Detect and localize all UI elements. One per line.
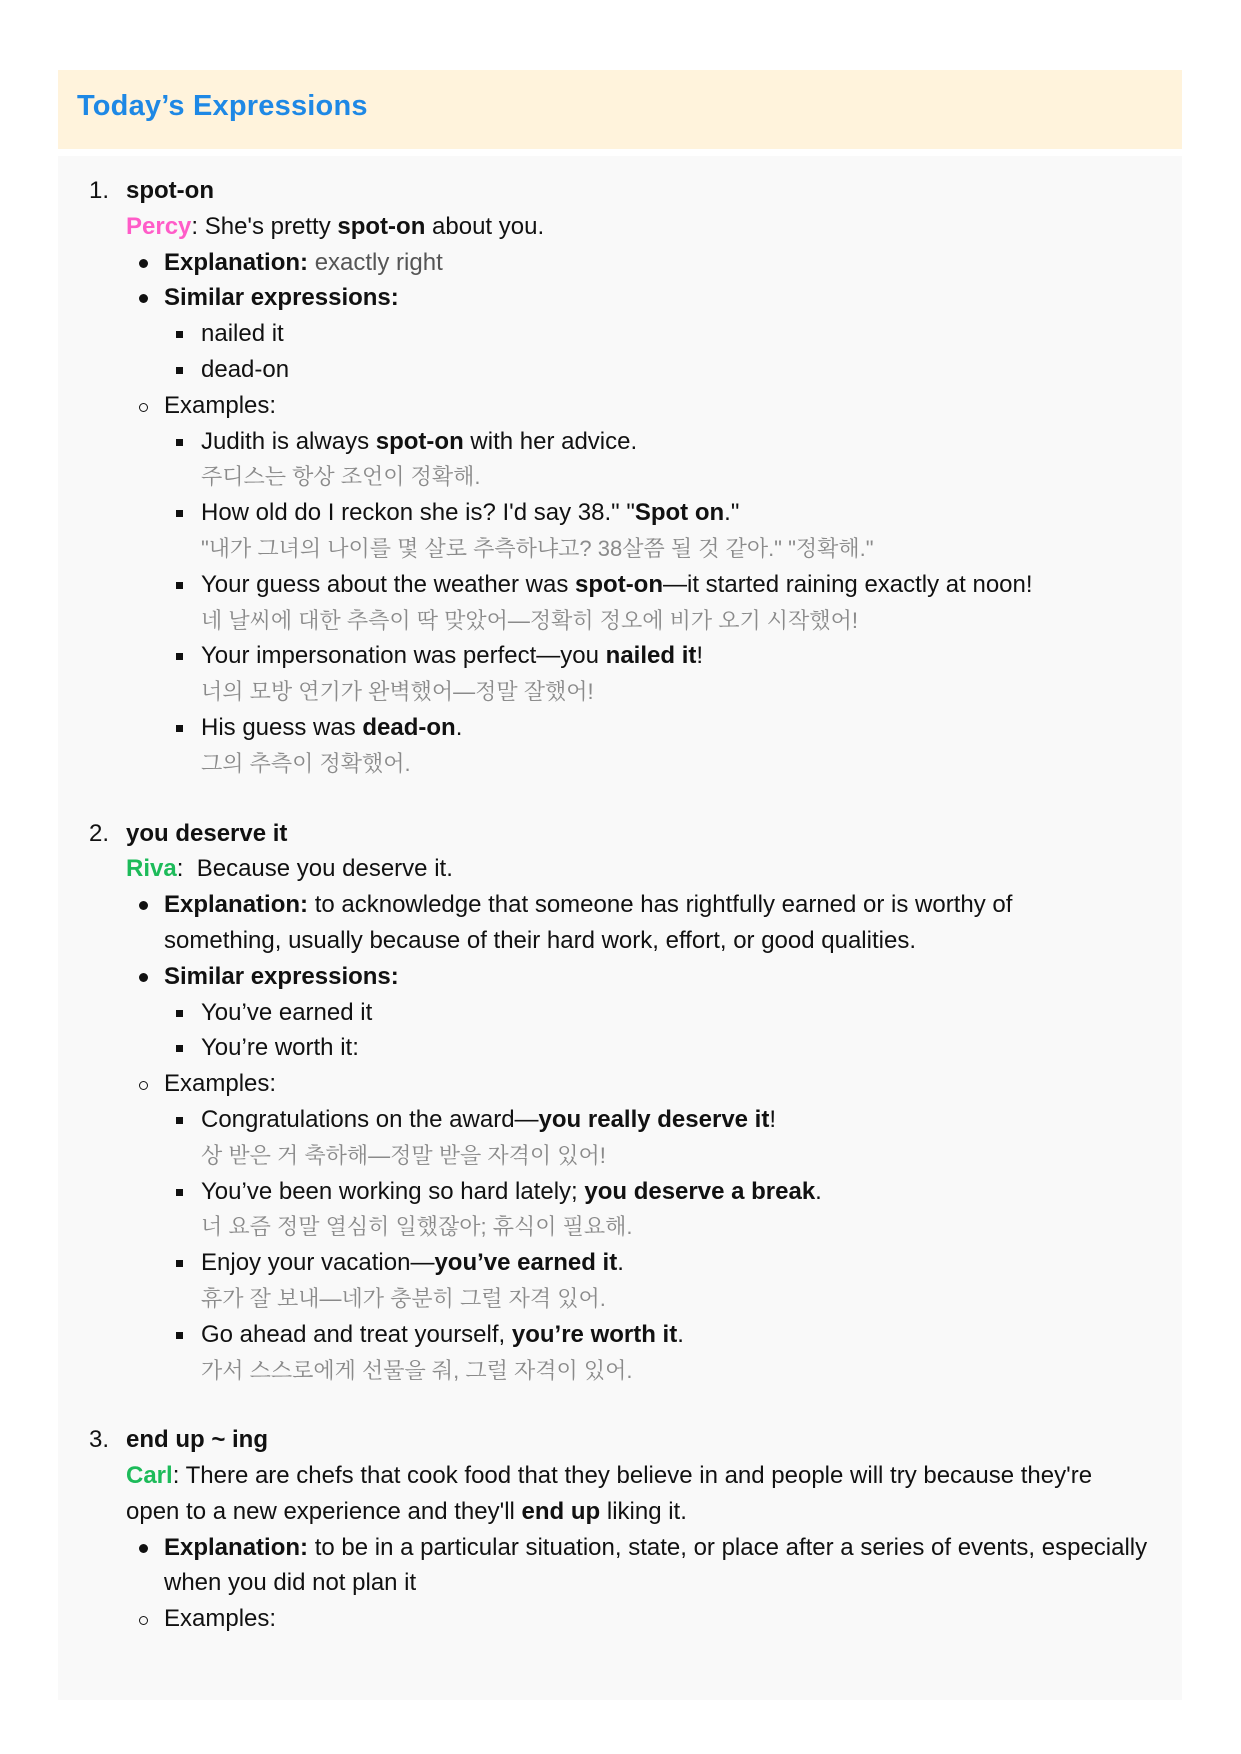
dialogue-line — [58, 851, 1182, 887]
example-text: Go ahead and treat yourself, — [201, 1320, 512, 1348]
example-highlight: dead-on — [362, 713, 456, 741]
example — [58, 1174, 1182, 1210]
circle-bullet-icon — [139, 1081, 148, 1090]
example — [58, 1245, 1182, 1281]
examples-label — [58, 1601, 1182, 1637]
similar-expressions — [58, 280, 1182, 316]
square-bullet-icon — [176, 653, 183, 660]
example — [58, 567, 1182, 603]
example-text: His guess was — [201, 713, 363, 741]
example-text: . — [455, 713, 463, 741]
example-text: . — [815, 1177, 822, 1205]
example-text: Judith is always — [201, 427, 376, 455]
example — [58, 424, 1182, 460]
explanation-text: to be in a particular situation, state, or place after a series of events, especially when you did not plan it — [164, 1533, 1148, 1597]
dialogue-line — [58, 209, 1182, 245]
speaker-name: Percy — [126, 212, 192, 240]
expression-text: spot-on — [126, 177, 214, 204]
quote-highlight: end up — [521, 1497, 601, 1525]
explanation — [58, 245, 1182, 281]
spacer — [58, 782, 1182, 816]
square-bullet-icon — [176, 510, 183, 517]
example-translation: "내가 그녀의 나이를 몇 살로 추측하냐고? 38살쯤 될 것 같아." "정확해." — [201, 535, 874, 561]
example-translation: 휴가 잘 보내—네가 충분히 그럴 자격 있어. — [201, 1285, 606, 1311]
example-text: . — [617, 1249, 624, 1277]
square-bullet-icon — [176, 1332, 183, 1339]
circle-bullet-icon — [139, 403, 148, 412]
similar-item — [58, 995, 1182, 1031]
bullet-icon — [139, 294, 148, 303]
similar-item — [58, 1030, 1182, 1066]
square-bullet-icon — [176, 1260, 183, 1267]
quote-text: liking it. — [600, 1497, 687, 1525]
example-highlight: you’ve earned it — [434, 1249, 618, 1277]
quote-highlight: spot-on — [337, 212, 426, 240]
explanation-text: exactly right — [314, 248, 443, 276]
example-text: —it started raining exactly at noon! — [663, 570, 1033, 598]
quote-text: : She's pretty — [191, 212, 338, 240]
examples-label-text: Examples: — [164, 391, 277, 419]
example-translation: 주디스는 항상 조언이 정확해. — [201, 464, 481, 490]
similar-text: You’re worth it: — [201, 1034, 359, 1062]
expression-title — [58, 1422, 1182, 1458]
example-text: Enjoy your vacation— — [201, 1249, 435, 1277]
similar-item — [58, 352, 1182, 388]
example — [58, 1102, 1182, 1138]
square-bullet-icon — [176, 582, 183, 589]
examples-label — [58, 1066, 1182, 1102]
examples-label — [58, 388, 1182, 424]
example-translation: 너의 모방 연기가 완벽했어—정말 잘했어! — [201, 679, 594, 705]
example — [58, 638, 1182, 674]
square-bullet-icon — [176, 331, 183, 338]
example-text: ! — [769, 1105, 777, 1133]
quote-text: about you. — [425, 212, 545, 240]
section-title: Today’s Expressions — [77, 90, 368, 122]
square-bullet-icon — [176, 439, 183, 446]
item-number: 1. — [89, 177, 110, 204]
example-highlight: you deserve a break — [584, 1177, 816, 1205]
dialogue-line — [58, 1458, 1182, 1530]
explanation-label: Explanation: — [164, 1533, 309, 1561]
explanation — [58, 1530, 1182, 1602]
example-translation: 상 받은 거 축하해—정말 받을 자격이 있어! — [201, 1142, 606, 1168]
similar-text: nailed it — [201, 320, 284, 348]
speaker-name: Riva — [126, 855, 177, 883]
example — [58, 495, 1182, 531]
similar-label: Similar expressions: — [164, 284, 399, 312]
expressions-list — [58, 156, 1182, 1700]
bullet-icon — [139, 1544, 148, 1553]
example-text: Your impersonation was perfect—you — [201, 642, 606, 670]
section-header — [58, 70, 1182, 149]
explanation-label: Explanation: — [164, 248, 309, 276]
item-number: 2. — [89, 819, 110, 847]
square-bullet-icon — [176, 1010, 183, 1017]
similar-expressions — [58, 959, 1182, 995]
example-highlight: spot-on — [575, 570, 664, 598]
expression-text: you deserve it — [126, 819, 288, 847]
example-text: Your guess about the weather was — [201, 570, 576, 598]
square-bullet-icon — [176, 1045, 183, 1052]
example-translation: 그의 추측이 정확했어. — [201, 750, 411, 776]
item-number: 3. — [89, 1426, 110, 1454]
similar-item — [58, 316, 1182, 352]
example-text: How old do I reckon she is? I'd say 38." " — [201, 499, 635, 527]
quote-text: : There are chefs that cook food that they believe in and people will try because they're open to a new experience and they'll — [126, 1462, 1093, 1525]
explanation-text: to acknowledge that someone has rightfully earned or is worthy of something, usually because of their hard work, effort, or good qualities. — [164, 891, 1013, 954]
example-highlight: you really deserve it — [538, 1105, 770, 1133]
bullet-icon — [139, 901, 148, 910]
speaker-name: Carl — [126, 1462, 173, 1490]
bullet-icon — [139, 259, 148, 268]
similar-text: dead-on — [201, 355, 290, 383]
example-highlight: Spot on — [634, 499, 725, 527]
expression-title — [58, 173, 1182, 209]
explanation — [58, 887, 1182, 959]
example-text: with her advice. — [463, 427, 638, 455]
square-bullet-icon — [176, 1117, 183, 1124]
example-highlight: nailed it — [605, 642, 697, 670]
example-translation: 가서 스스로에게 선물을 줘, 그럴 자격이 있어. — [201, 1357, 633, 1383]
example-translation: 너 요즘 정말 열심히 일했잖아; 휴식이 필요해. — [201, 1214, 633, 1240]
spacer — [58, 1388, 1182, 1422]
example-text: You’ve been working so hard lately; — [201, 1177, 585, 1205]
square-bullet-icon — [176, 367, 183, 374]
example-text: ! — [696, 642, 704, 670]
example-translation: 네 날씨에 대한 추측이 딱 맞았어—정확히 정오에 비가 오기 시작했어! — [201, 607, 858, 633]
square-bullet-icon — [176, 1189, 183, 1196]
square-bullet-icon — [176, 725, 183, 732]
example-text: ." — [724, 499, 740, 527]
example — [58, 710, 1182, 746]
examples-label-text: Examples: — [164, 1070, 277, 1098]
example-text: Congratulations on the award— — [201, 1105, 539, 1133]
explanation-label: Explanation: — [164, 891, 309, 919]
examples-label-text: Examples: — [164, 1605, 277, 1633]
similar-text: You’ve earned it — [201, 998, 373, 1026]
bullet-icon — [139, 973, 148, 982]
similar-label: Similar expressions: — [164, 962, 399, 990]
circle-bullet-icon — [139, 1616, 148, 1625]
example-text: . — [677, 1320, 684, 1348]
quote-text: : Because you deserve it. — [176, 855, 453, 883]
example-highlight: you’re worth it — [511, 1320, 678, 1348]
expression-title — [58, 816, 1182, 852]
example — [58, 1317, 1182, 1353]
expression-text: end up ~ ing — [126, 1426, 268, 1454]
example-highlight: spot-on — [375, 427, 464, 455]
